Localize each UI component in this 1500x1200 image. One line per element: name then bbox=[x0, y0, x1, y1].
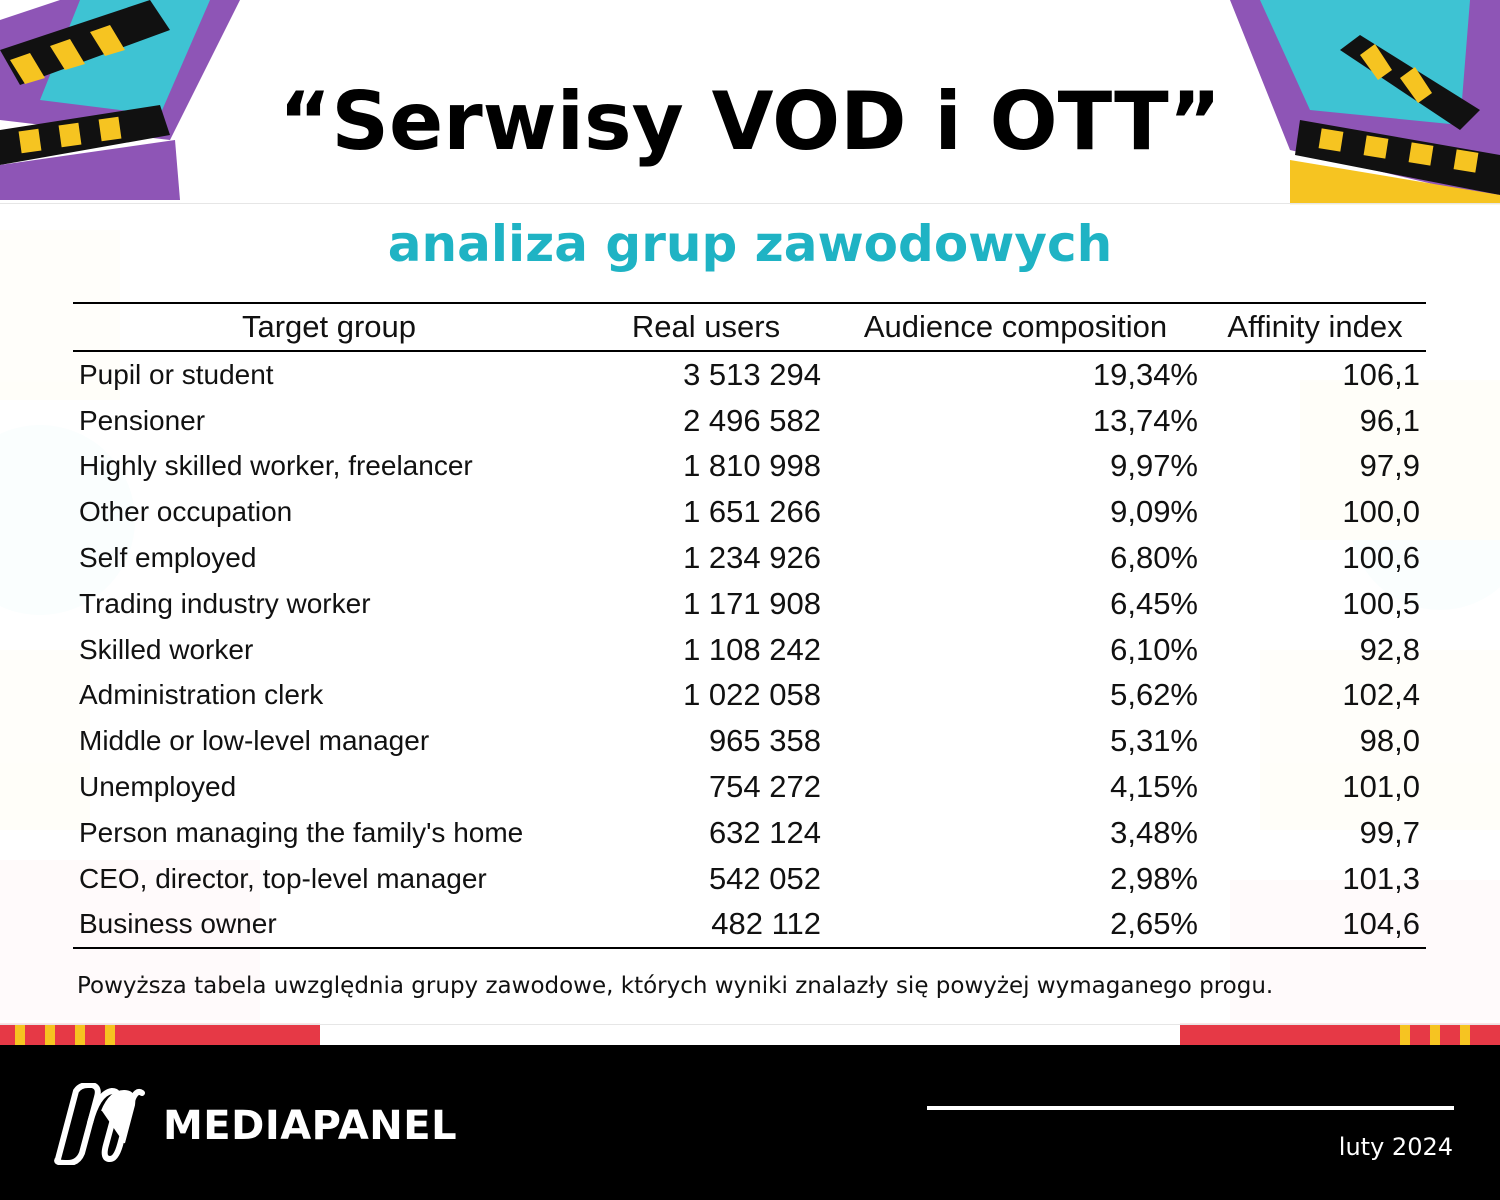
cell-target-group: Unemployed bbox=[79, 771, 237, 803]
cell-affinity-index: 98,0 bbox=[1359, 723, 1420, 759]
table-row bbox=[73, 581, 1426, 627]
cell-audience-composition: 5,31% bbox=[1110, 723, 1198, 759]
page-title: “Serwisy VOD i OTT” bbox=[278, 75, 1222, 168]
publication-date: luty 2024 bbox=[1338, 1133, 1453, 1161]
cell-affinity-index: 101,3 bbox=[1342, 860, 1420, 896]
table-row bbox=[73, 856, 1426, 902]
cell-target-group: Business owner bbox=[73, 902, 585, 949]
footnote: Powyższa tabela uwzględnia grupy zawodowe, których wyniki znalazły się powyżej wymaganego progu. bbox=[77, 973, 1274, 999]
cell-audience-composition: 6,80% bbox=[1110, 540, 1198, 576]
page-subtitle: analiza grup zawodowych bbox=[387, 215, 1113, 273]
column-header-audience-composition: Audience composition bbox=[827, 303, 1204, 351]
cell-real-users: 1 651 266 bbox=[683, 494, 821, 530]
cell-affinity-index: 101,0 bbox=[1342, 769, 1420, 805]
table-header-row bbox=[73, 303, 1426, 351]
cell-audience-composition: 9,97% bbox=[1110, 448, 1198, 484]
cell-audience-composition: 4,15% bbox=[1110, 769, 1198, 805]
cell-real-users: 3 513 294 bbox=[683, 356, 821, 392]
cell-target-group: Pensioner bbox=[79, 404, 206, 436]
table-row bbox=[73, 718, 1426, 764]
table-row bbox=[73, 351, 1426, 398]
cell-audience-composition: 6,45% bbox=[1110, 585, 1198, 621]
cell-target-group: Administration clerk bbox=[79, 679, 324, 711]
cell-real-users: 2 496 582 bbox=[683, 402, 821, 438]
cell-real-users: 1 171 908 bbox=[683, 585, 821, 621]
cell-real-users: 482 112 bbox=[585, 902, 827, 949]
cell-real-users: 1 234 926 bbox=[683, 540, 821, 576]
cell-affinity-index: 100,0 bbox=[1342, 494, 1420, 530]
cell-target-group: CEO, director, top-level manager bbox=[79, 862, 487, 894]
cell-affinity-index: 100,5 bbox=[1342, 585, 1420, 621]
cell-affinity-index: 104,6 bbox=[1204, 902, 1426, 949]
column-header-target-group: Target group bbox=[73, 303, 585, 351]
cell-affinity-index: 100,6 bbox=[1342, 540, 1420, 576]
column-header-affinity-index: Affinity index bbox=[1204, 303, 1426, 351]
cell-target-group: Pupil or student bbox=[79, 358, 274, 390]
cell-real-users: 754 272 bbox=[708, 769, 821, 805]
table-row bbox=[73, 535, 1426, 581]
cell-affinity-index: 99,7 bbox=[1359, 814, 1420, 850]
brand-name: MEDIAPANEL bbox=[163, 1103, 458, 1149]
cell-real-users: 965 358 bbox=[708, 723, 821, 759]
table-row bbox=[73, 764, 1426, 810]
cell-target-group: Self employed bbox=[79, 542, 257, 574]
cell-affinity-index: 97,9 bbox=[1359, 448, 1420, 484]
table-row bbox=[73, 902, 1426, 949]
cell-real-users: 1 810 998 bbox=[683, 448, 821, 484]
bottom-decoration-strip bbox=[0, 1023, 1500, 1045]
cell-audience-composition: 3,48% bbox=[1110, 814, 1198, 850]
footer-divider bbox=[927, 1106, 1454, 1110]
table-row bbox=[73, 444, 1426, 490]
cell-audience-composition: 9,09% bbox=[1110, 494, 1198, 530]
cell-real-users: 1 022 058 bbox=[683, 677, 821, 713]
cell-target-group: Middle or low-level manager bbox=[79, 725, 430, 757]
cell-audience-composition: 2,65% bbox=[827, 902, 1204, 949]
table-row bbox=[73, 489, 1426, 535]
cell-audience-composition: 19,34% bbox=[1092, 356, 1198, 392]
cell-real-users: 1 108 242 bbox=[683, 631, 821, 667]
cell-target-group: Person managing the family's home bbox=[79, 816, 524, 848]
cell-real-users: 542 052 bbox=[708, 860, 821, 896]
cell-audience-composition: 2,98% bbox=[1110, 860, 1198, 896]
cell-affinity-index: 106,1 bbox=[1342, 356, 1420, 392]
cell-target-group: Highly skilled worker, freelancer bbox=[79, 450, 473, 482]
cell-target-group: Other occupation bbox=[79, 496, 293, 528]
table-row bbox=[73, 398, 1426, 444]
table-row bbox=[73, 673, 1426, 719]
table-row bbox=[73, 810, 1426, 856]
cell-audience-composition: 5,62% bbox=[1110, 677, 1198, 713]
cell-real-users: 632 124 bbox=[708, 814, 821, 850]
cell-target-group: Trading industry worker bbox=[79, 587, 371, 619]
cell-audience-composition: 6,10% bbox=[1110, 631, 1198, 667]
cell-affinity-index: 92,8 bbox=[1359, 631, 1420, 667]
cell-target-group: Skilled worker bbox=[79, 633, 254, 665]
cell-affinity-index: 96,1 bbox=[1359, 402, 1420, 438]
cell-audience-composition: 13,74% bbox=[1092, 402, 1198, 438]
cell-affinity-index: 102,4 bbox=[1342, 677, 1420, 713]
occupation-table bbox=[73, 302, 1426, 949]
column-header-real-users: Real users bbox=[585, 303, 827, 351]
table-row bbox=[73, 627, 1426, 673]
mediapanel-logo-icon bbox=[50, 1083, 146, 1165]
